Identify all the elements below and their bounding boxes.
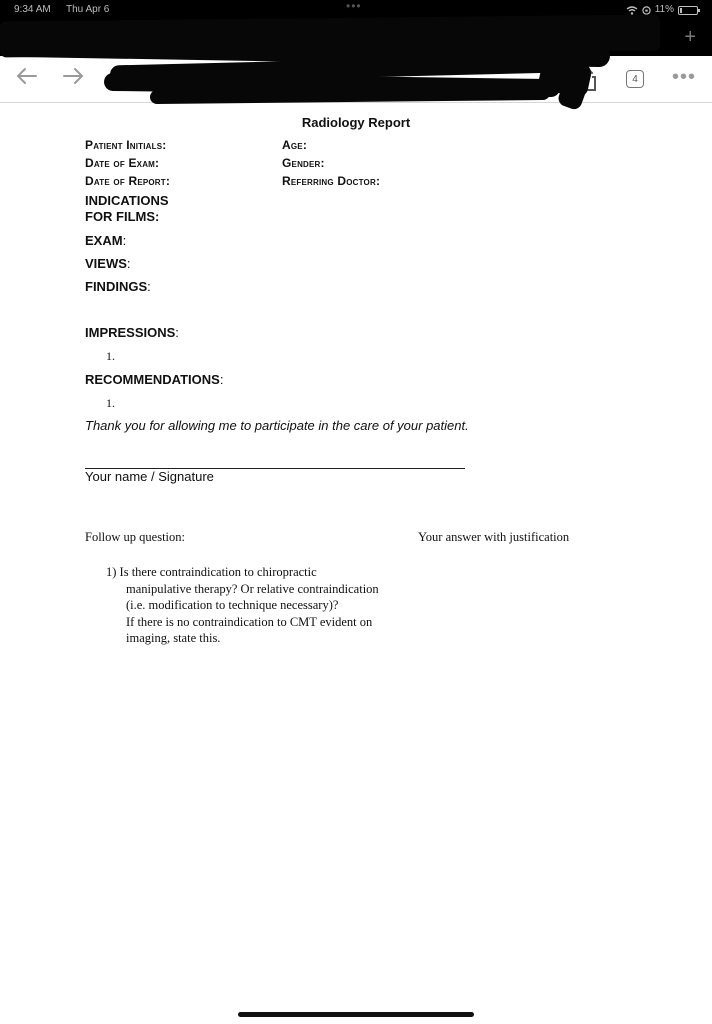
- status-date: Thu Apr 6: [66, 4, 110, 15]
- home-indicator[interactable]: [238, 1012, 474, 1017]
- patient-initials-label: Patient Initials:: [85, 138, 167, 152]
- report-title: Radiology Report: [301, 115, 411, 130]
- follow-up-question: [106, 564, 379, 647]
- tabs-count-button[interactable]: 4: [626, 70, 644, 88]
- follow-up-header: Follow up question:: [85, 530, 186, 544]
- gender-label: Gender:: [282, 156, 325, 170]
- back-arrow-icon[interactable]: [16, 67, 38, 85]
- views-label: VIEWS:: [85, 256, 131, 271]
- forward-arrow-icon[interactable]: [62, 67, 84, 85]
- findings-label: FINDINGS:: [85, 279, 151, 294]
- indications-label-line2: FOR FILMS:: [85, 209, 160, 224]
- recommendations-item-number: 1.: [106, 396, 115, 410]
- thank-you-note: Thank you for allowing me to participate in the care of your patient.: [85, 418, 469, 433]
- date-of-exam-label: Date of Exam:: [85, 156, 160, 170]
- wifi-icon: [626, 6, 638, 15]
- question-line: If there is no contraindication to CMT evident on: [126, 614, 373, 629]
- impressions-label: IMPRESSIONS:: [85, 325, 179, 340]
- answer-header: Your answer with justification: [418, 530, 570, 544]
- battery-icon: [678, 6, 698, 15]
- question-line: (i.e. modification to technique necessary)?: [126, 598, 339, 612]
- document-page: [0, 103, 712, 1024]
- recommendations-label: RECOMMENDATIONS:: [85, 372, 224, 387]
- more-options-icon[interactable]: •••: [672, 66, 697, 88]
- date-of-report-label: Date of Report:: [85, 174, 171, 188]
- indications-label-line1: INDICATIONS: [85, 193, 169, 208]
- signature-label: Your name / Signature: [85, 469, 214, 484]
- impressions-item-number: 1.: [106, 349, 115, 363]
- referring-doctor-label: Referring Doctor:: [282, 174, 381, 188]
- multitask-dots-icon[interactable]: •••: [346, 0, 362, 13]
- age-label: Age:: [282, 138, 308, 152]
- question-line: manipulative therapy? Or relative contraindication: [126, 581, 379, 596]
- exam-label: EXAM:: [85, 233, 127, 248]
- status-time: 9:34 AM: [14, 4, 51, 15]
- question-line: 1) Is there contraindication to chiropractic: [106, 565, 317, 579]
- question-line: imaging, state this.: [126, 631, 221, 645]
- new-tab-icon[interactable]: +: [684, 26, 696, 48]
- battery-percent: 11%: [654, 4, 674, 15]
- orientation-lock-icon: [642, 6, 651, 15]
